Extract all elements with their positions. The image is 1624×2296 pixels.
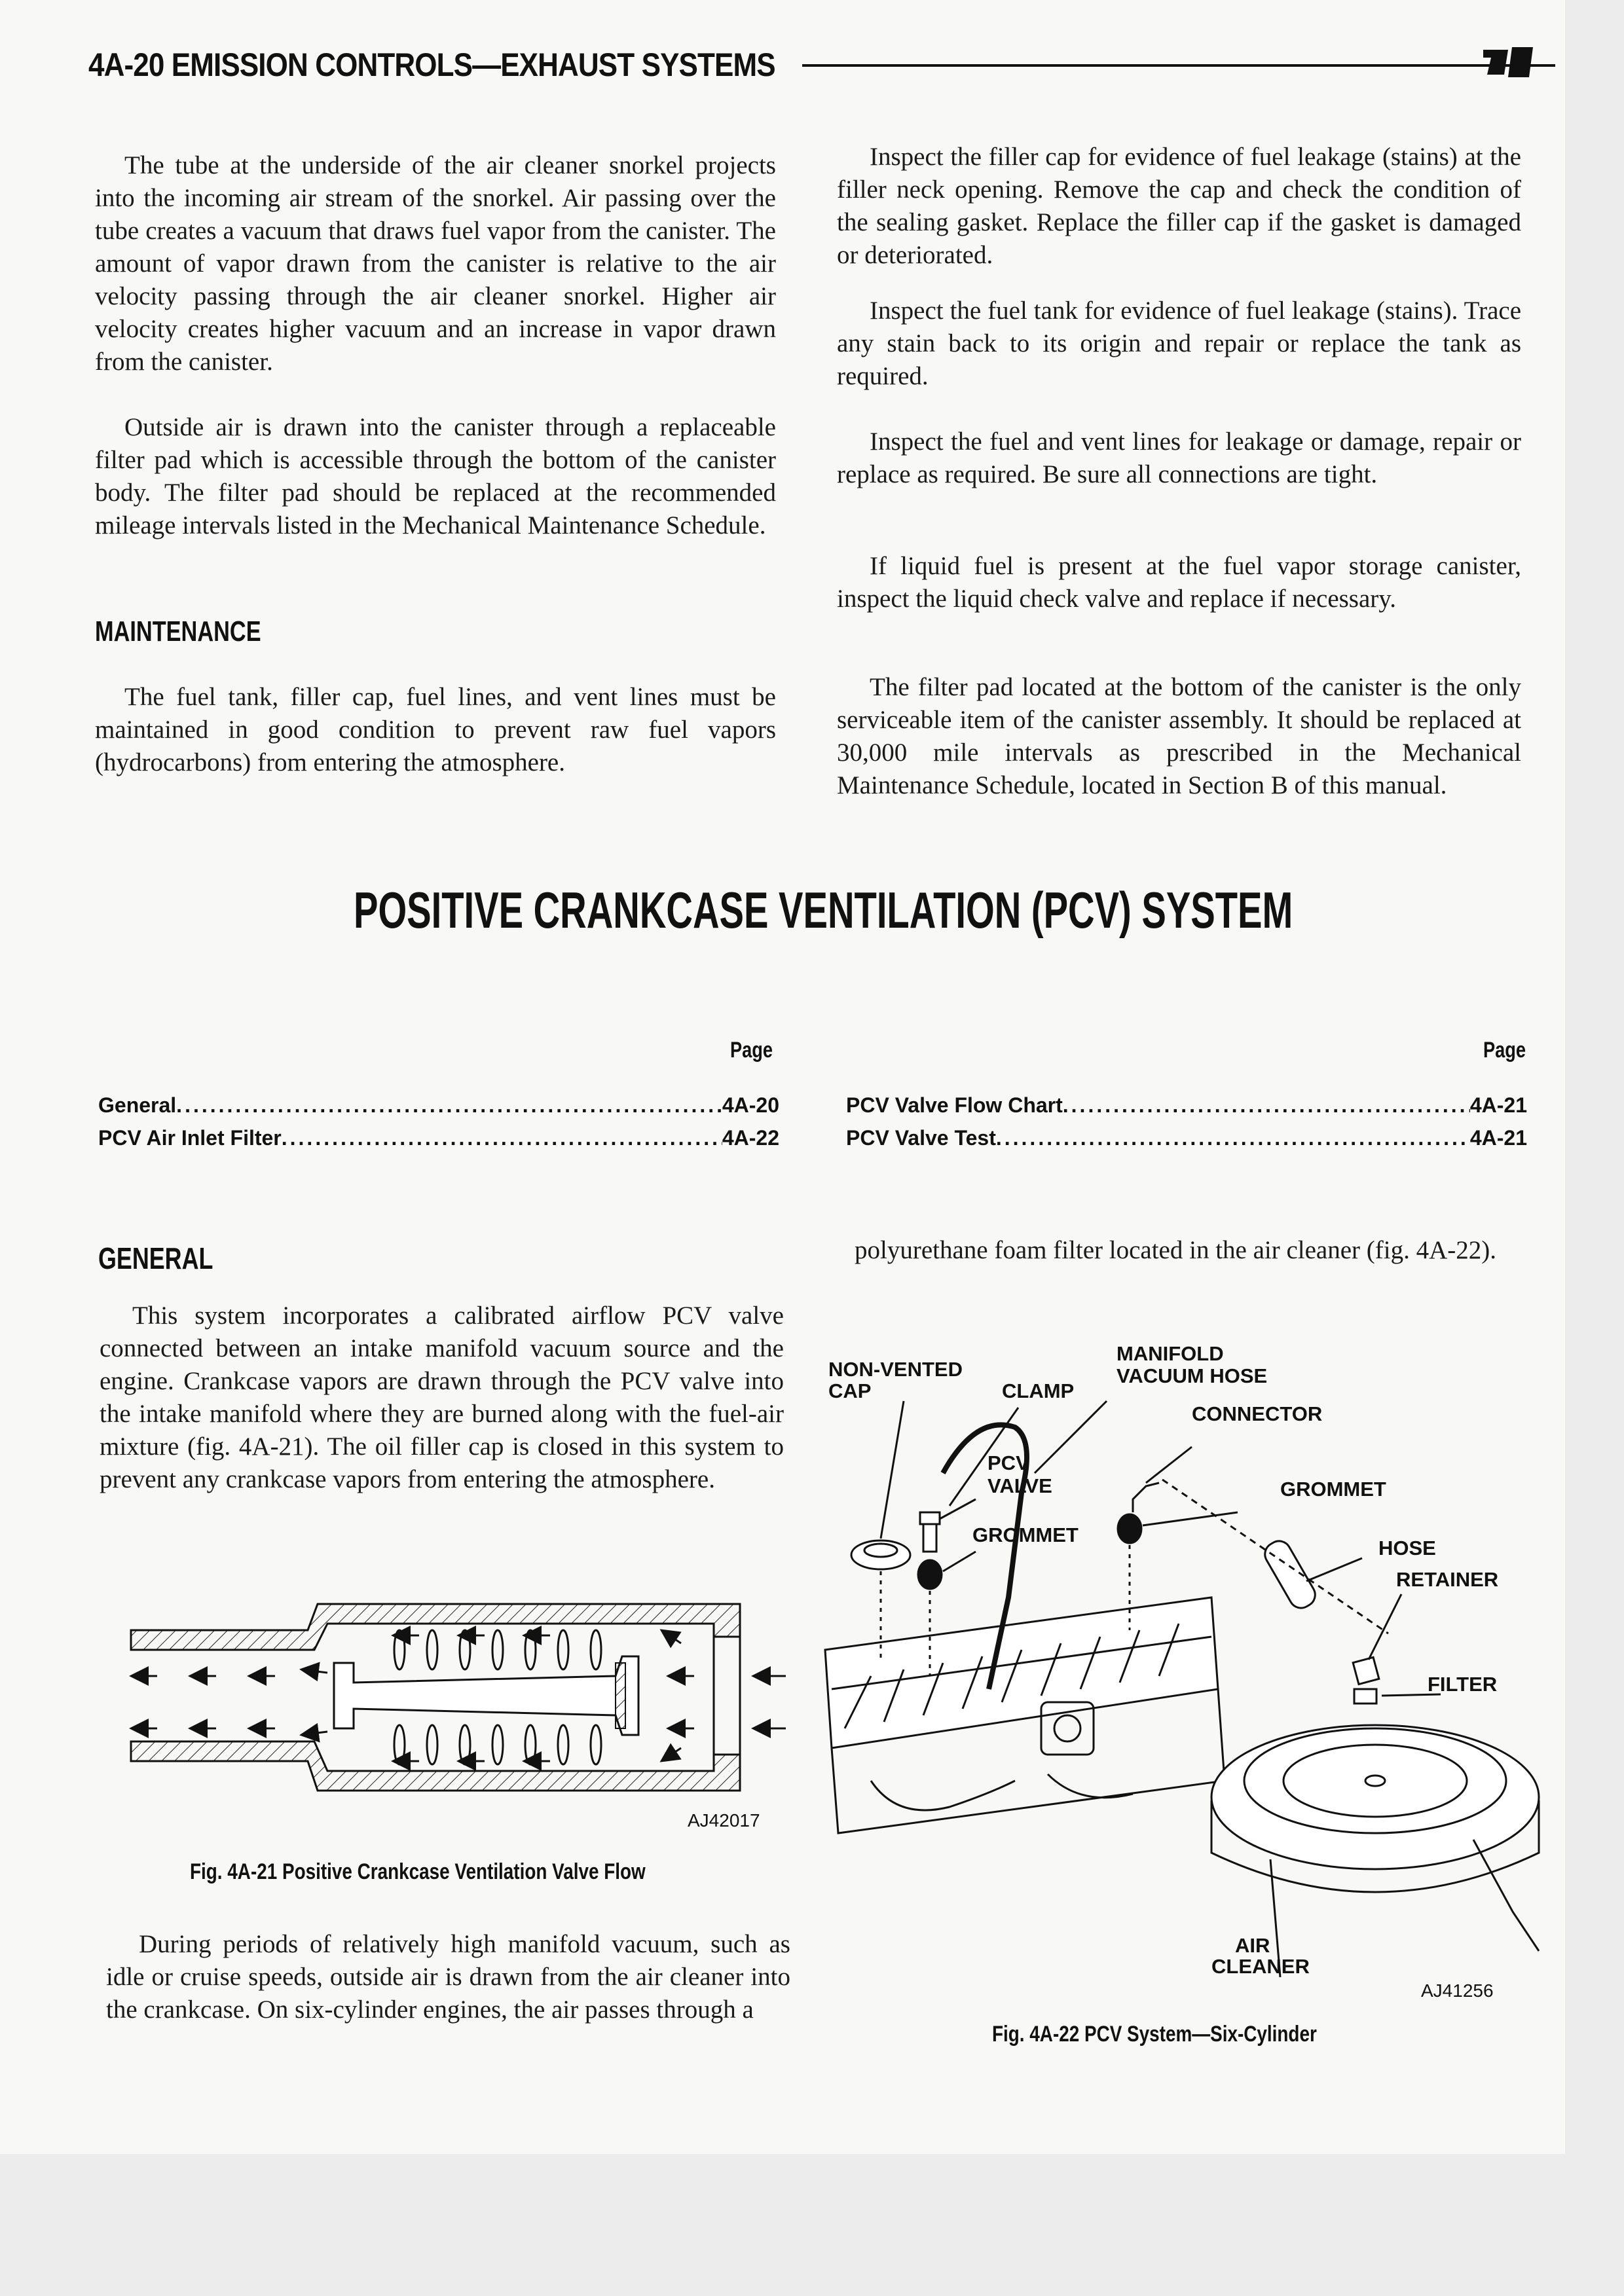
label-hose: HOSE <box>1378 1537 1436 1559</box>
fig22-code: AJ41256 <box>1421 1980 1494 2001</box>
toc-leader-dots <box>996 1126 1470 1150</box>
toc-page-label-left: Page <box>729 1038 773 1063</box>
toc-entry-label: PCV Valve Flow Chart <box>846 1093 1063 1117</box>
toc-entry-page: 4A-21 <box>1469 1126 1527 1150</box>
label-clamp: CLAMP <box>1002 1379 1075 1402</box>
maintenance-paragraph: The fuel tank, filler cap, fuel lines, and vent lines must be maintained in good condition to prevent raw fuel vapors (hydrocarbons) from entering the atmosphere. <box>95 683 776 776</box>
toc-leader-dots <box>1063 1093 1470 1118</box>
general-paragraph-3: polyurethane foam filter located in the air cleaner (fig. 4A-22). <box>855 1236 1496 1264</box>
toc-entry-air-inlet-filter[interactable] <box>98 1126 779 1150</box>
toc-leader-dots <box>176 1093 722 1118</box>
toc-page-label-right: Page <box>1483 1038 1526 1063</box>
general-heading: GENERAL <box>98 1241 213 1275</box>
page-header <box>88 46 1529 92</box>
toc-entry-valve-test[interactable] <box>846 1126 1527 1150</box>
label-valve: VALVE <box>987 1474 1052 1497</box>
pcv-valve-flow-diagram <box>92 1571 799 1859</box>
header-title: 4A-20 EMISSION CONTROLS—EXHAUST SYSTEMS <box>88 46 775 83</box>
label-vacuum-hose: VACUUM HOSE <box>1116 1364 1268 1387</box>
intro-paragraph-2: Outside air is drawn into the canister through a replaceable filter pad which is accessible through the bottom of the canister body. The filter pad should be replaced at the recommended mileage intervals listed in the Mechanical Maintenance Schedule. <box>95 413 776 539</box>
toc-entry-label: PCV Air Inlet Filter <box>98 1126 282 1150</box>
fuel-lines-paragraph: Inspect the fuel and vent lines for leakage or damage, repair or replace as required. Be sure all connections are tight. <box>837 428 1521 488</box>
label-grommet-right: GROMMET <box>1280 1478 1386 1501</box>
toc-entry-page: 4A-22 <box>722 1126 779 1150</box>
toc-entry-page: 4A-20 <box>722 1093 779 1117</box>
toc-entry-label: PCV Valve Test <box>846 1126 996 1150</box>
liquid-fuel-paragraph: If liquid fuel is present at the fuel vapor storage canister, inspect the liquid check valve and replace if necessary. <box>837 552 1521 613</box>
label-pcv: PCV <box>987 1451 1029 1474</box>
toc-entry-label: General <box>98 1093 177 1117</box>
toc-entry-flow-chart[interactable] <box>846 1093 1527 1118</box>
intro-paragraph-1: The tube at the underside of the air cleaner snorkel projects into the incoming air stream of the snorkel. Air passing over the tube creates a vacuum that draws fuel vapor from the canister. The amount of vapor drawn from the canister is relative to the air velocity passing through the air cleaner snorkel. Higher air velocity creates higher vacuum and an increase in vapor drawn from the canister. <box>95 151 776 376</box>
label-connector: CONNECTOR <box>1192 1402 1323 1425</box>
label-filter: FILTER <box>1428 1673 1498 1696</box>
toc-entry-general[interactable] <box>98 1093 779 1118</box>
label-manifold: MANIFOLD <box>1116 1342 1224 1365</box>
label-air: AIR <box>1235 1934 1270 1957</box>
toc-leader-dots <box>282 1126 722 1150</box>
toc-entry-page: 4A-21 <box>1469 1093 1527 1117</box>
header-rule <box>802 64 1555 67</box>
fig22-caption: Fig. 4A-22 PCV System—Six-Cylinder <box>992 2022 1317 2047</box>
maintenance-heading: MAINTENANCE <box>95 615 261 647</box>
label-non-vented: NON-VENTED <box>828 1358 963 1381</box>
pcv-section-title: POSITIVE CRANKCASE VENTILATION (PCV) SYSTEM <box>354 881 1293 939</box>
label-cap: CAP <box>828 1379 872 1402</box>
fig21-code: AJ42017 <box>688 1810 760 1831</box>
label-retainer: RETAINER <box>1396 1568 1499 1591</box>
filter-pad-paragraph: The filter pad located at the bottom of the canister is the only serviceable item of the canister assembly. It should be replaced at 30,000 mile intervals as prescribed in the Mechanical Maintenance Schedule, located in Section B of this manual. <box>837 673 1521 799</box>
pcv-system-six-cylinder-diagram <box>819 1322 1545 2003</box>
fig21-caption: Fig. 4A-21 Positive Crankcase Ventilation Valve Flow <box>190 1859 646 1884</box>
label-cleaner: CLEANER <box>1211 1955 1310 1978</box>
label-grommet-left: GROMMET <box>972 1523 1079 1546</box>
filler-cap-paragraph: Inspect the filler cap for evidence of fuel leakage (stains) at the filler neck opening. Remove the cap and check the condition of the sealing gasket. Replace the filler cap if the gasket is damaged or deteriorated. <box>837 143 1521 269</box>
fuel-tank-paragraph: Inspect the fuel tank for evidence of fuel leakage (stains). Trace any stain back to its origin and repair or replace the tank as required. <box>837 297 1521 390</box>
jeep-logo-icon <box>1482 46 1534 79</box>
general-paragraph-2: During periods of relatively high manifold vacuum, such as idle or cruise speeds, outside air is drawn from the air cleaner into the crankcase. On six-cylinder engines, the air passes through a <box>106 1930 790 2024</box>
general-paragraph-1: This system incorporates a calibrated airflow PCV valve connected between an intake manifold vacuum source and the engine. Crankcase vapors are drawn through the PCV valve into the intake manifold where they are burned along with the fuel-air mixture (fig. 4A-21). The oil filler cap is closed in this system to prevent any crankcase vapors from entering the atmosphere. <box>100 1302 784 1493</box>
